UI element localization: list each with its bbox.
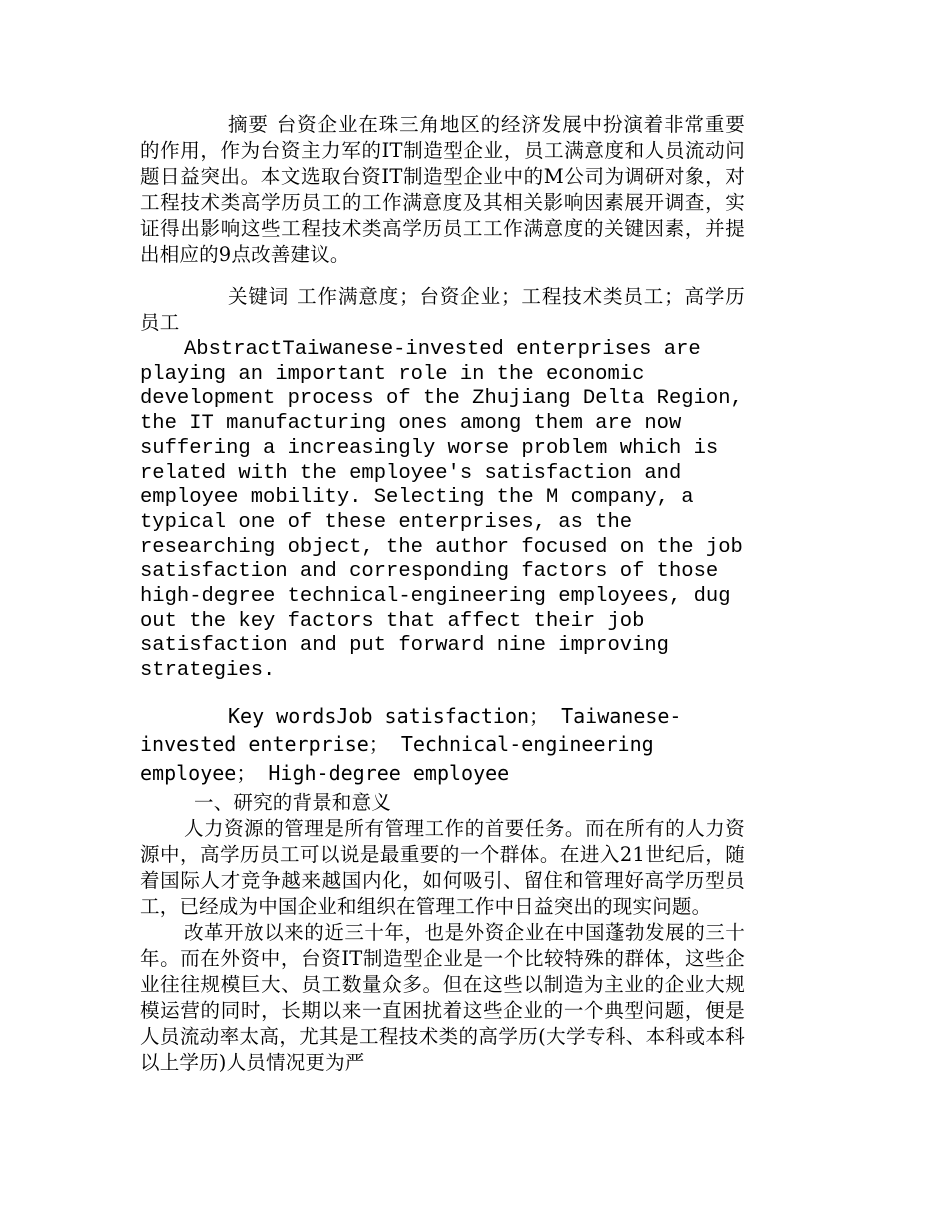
abstract-text: 台资企业在珠三角地区的经济发展中扮演着非常重要的作用，作为台资主力军的IT制造型企业，员工满意度和人员流动问题日益突出。本文选取台资IT制造型企业中的M公司为调研对象，对工程技术类高学历员工的工作满意度及其相关影响因素展开调查，实证得出影响这些工程技术类高学历员工工作满意度的关键因素，并提出相应的9点改善建议。 (140, 113, 745, 266)
chinese-keywords (140, 284, 745, 336)
abstract-label: 摘要 (228, 113, 269, 136)
section-heading: 一、研究的背景和意义 (194, 791, 392, 815)
english-keywords: Key wordsJob satisfaction； Taiwanese-invested enterprise； Technical-engineering employee； High-degree employee (140, 703, 682, 785)
english-abstract: AbstractTaiwanese-invested enterprises are playing an important role in the economic development process of the Zhujiang Delta Region, the IT manufacturing ones among them are now suffering a increasingly worse problem which is related with the employee's satisfaction and employee mobility. Selecting the M company, a typical one of these enterprises, as the researching object, the author focused on the job satisfaction and corresponding factors of those high-degree technical-engineering employees, dug out the key factors that affect their job satisfaction and put forward nine improving strategies. (140, 338, 743, 683)
keywords-text: 工作满意度；台资企业；工程技术类员工；高学历员工 (140, 285, 745, 334)
document-page (140, 112, 745, 1076)
chinese-abstract (140, 112, 745, 268)
body-paragraph-2: 改革开放以来的近三十年，也是外资企业在中国蓬勃发展的三十年。而在外资中，台资IT制造型企业是一个比较特殊的群体，这些企业往往规模巨大、员工数量众多。但在这些以制造为主业的企业大规模运营的同时，长期以来一直困扰着这些企业的一个典型问题，便是人员流动率太高，尤其是工程技术类的高学历(大学专科、本科或本科以上学历)人员情况更为严 (140, 921, 745, 1075)
body-paragraph-1: 人力资源的管理是所有管理工作的首要任务。而在所有的人力资源中，高学历员工可以说是最重要的一个群体。在进入21世纪后，随着国际人才竞争越来越国内化，如何吸引、留住和管理好高学历型员工，已经成为中国企业和组织在管理工作中日益突出的现实问题。 (140, 817, 745, 919)
keywords-label: 关键词 (228, 285, 290, 308)
